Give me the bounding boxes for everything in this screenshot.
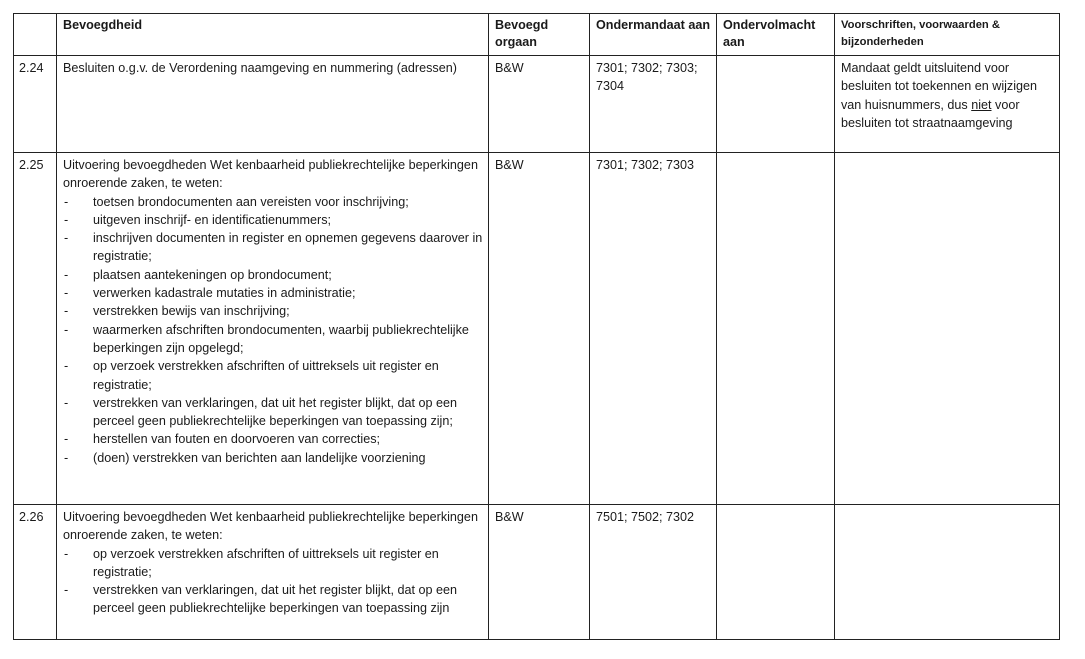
orgaan-cell: B&W xyxy=(489,153,590,505)
bevoegdheid-cell xyxy=(57,153,489,505)
list-item: - inschrijven documenten in register en opnemen gegevens daarover in registratie; xyxy=(63,229,483,266)
ondervolmacht-cell xyxy=(717,505,835,640)
header-bevoegd-orgaan: Bevoegd orgaan xyxy=(489,14,590,56)
header-ondervolmacht: Ondervolmacht aan xyxy=(717,14,835,56)
orgaan-cell: B&W xyxy=(489,505,590,640)
list-item: - herstellen van fouten en doorvoeren van correcties; xyxy=(63,430,483,448)
ondermandaat-cell: 7301; 7302; 7303; 7304 xyxy=(590,56,717,153)
voorschriften-text-end: voor besluiten tot straatnaamgeving xyxy=(841,97,1020,130)
table-row xyxy=(14,153,1060,505)
voorschriften-text: Mandaat geldt uitsluitend voor besluiten tot toekennen en wijzigen van huisnummers, dus xyxy=(841,61,1038,112)
header-ondermandaat: Ondermandaat aan xyxy=(590,14,717,56)
list-item: - verwerken kadastrale mutaties in administratie; xyxy=(63,284,483,302)
list-item: - waarmerken afschriften brondocumenten, waarbij publiekrechtelijke beperkingen zijn opgelegd; xyxy=(63,321,483,358)
voorschriften-cell xyxy=(835,56,1060,153)
bevoegdheid-list xyxy=(63,545,483,618)
list-item: - toetsen brondocumenten aan vereisten voor inschrijving; xyxy=(63,193,483,211)
list-item: - plaatsen aantekeningen op brondocument; xyxy=(63,266,483,284)
ondermandaat-cell: 7301; 7302; 7303 xyxy=(590,153,717,505)
header-row xyxy=(14,14,1060,56)
list-item: - verstrekken van verklaringen, dat uit het register blijkt, dat op een perceel geen publiekrechtelijke beperkingen van toepassing zijn xyxy=(63,581,483,618)
bevoegdheid-text: Uitvoering bevoegdheden Wet kenbaarheid publiekrechtelijke beperkingen onroerende zaken, te weten: xyxy=(63,510,478,543)
bevoegdheid-text: Besluiten o.g.v. de Verordening naamgeving en nummering (adressen) xyxy=(63,61,457,75)
row-number: 2.26 xyxy=(14,505,57,640)
list-item: - (doen) verstrekken van berichten aan landelijke voorziening xyxy=(63,449,483,467)
ondervolmacht-cell xyxy=(717,56,835,153)
header-voorschriften: Voorschriften, voorwaarden & bijzonderheden xyxy=(835,14,1060,56)
voorschriften-underlined: niet xyxy=(971,97,992,112)
bevoegdheid-list xyxy=(63,193,483,467)
ondervolmacht-cell xyxy=(717,153,835,505)
ondermandaat-cell: 7501; 7502; 7302 xyxy=(590,505,717,640)
row-number: 2.24 xyxy=(14,56,57,153)
list-item: - verstrekken van verklaringen, dat uit het register blijkt, dat op een perceel geen publiekrechtelijke beperkingen van toepassing zijn; xyxy=(63,394,483,431)
header-num xyxy=(14,14,57,56)
header-bevoegdheid: Bevoegdheid xyxy=(57,14,489,56)
bevoegdheid-cell xyxy=(57,505,489,640)
list-item: - uitgeven inschrijf- en identificatienummers; xyxy=(63,211,483,229)
table-row xyxy=(14,505,1060,640)
row-number: 2.25 xyxy=(14,153,57,505)
voorschriften-cell xyxy=(835,153,1060,505)
bevoegdheid-cell xyxy=(57,56,489,153)
bevoegdheid-text: Uitvoering bevoegdheden Wet kenbaarheid publiekrechtelijke beperkingen onroerende zaken, te weten: xyxy=(63,158,478,191)
list-item: - op verzoek verstrekken afschriften of uittreksels uit register en registratie; xyxy=(63,545,483,582)
mandate-table xyxy=(13,13,1060,640)
table-row xyxy=(14,56,1060,153)
orgaan-cell: B&W xyxy=(489,56,590,153)
list-item: - op verzoek verstrekken afschriften of uittreksels uit register en registratie; xyxy=(63,357,483,394)
voorschriften-cell xyxy=(835,505,1060,640)
list-item: - verstrekken bewijs van inschrijving; xyxy=(63,302,483,320)
